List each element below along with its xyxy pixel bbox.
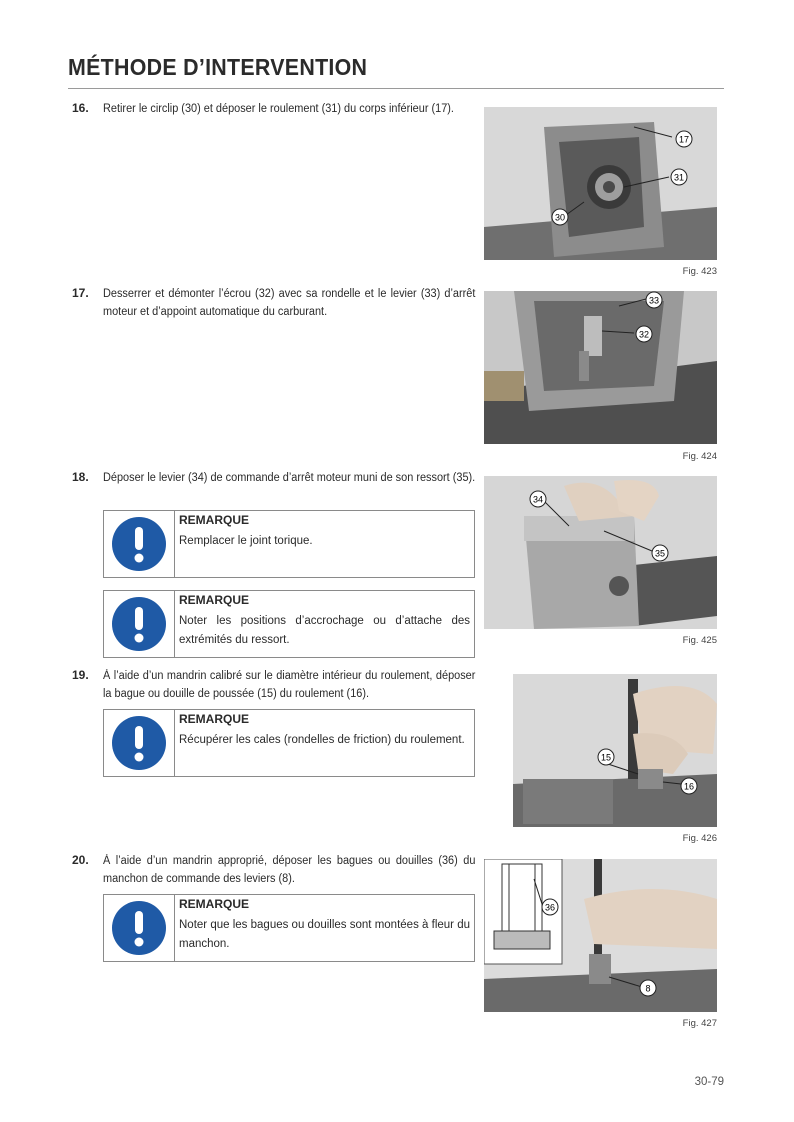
figure-caption: Fig. 425 xyxy=(682,635,717,646)
svg-text:32: 32 xyxy=(638,329,650,340)
svg-text:33: 33 xyxy=(648,295,660,306)
exclamation-circle-icon xyxy=(111,596,167,652)
page-number: 30-79 xyxy=(694,1076,724,1088)
note-box xyxy=(103,894,475,962)
callout-31 xyxy=(670,168,688,186)
callout-16 xyxy=(680,777,698,795)
callout-30 xyxy=(551,208,569,226)
callout-15 xyxy=(597,748,615,766)
note-text: Noter que les bagues ou douilles sont montées à fleur du manchon. xyxy=(179,919,470,950)
note-text: Remplacer le joint torique. xyxy=(179,535,313,547)
callout-34 xyxy=(529,490,547,508)
exclamation-circle-icon xyxy=(111,516,167,572)
step-text: Retirer le circlip (30) et déposer le roulement (31) du corps inférieur (17). xyxy=(103,103,454,115)
callout-35 xyxy=(651,544,669,562)
note-title: REMARQUE xyxy=(179,593,250,607)
svg-text:35: 35 xyxy=(654,548,666,559)
exclamation-circle-icon xyxy=(111,715,167,771)
step-text: À l’aide d’un mandrin calibré sur le diamètre intérieur du roulement, déposer la bague ou douille de poussée (15) du roulement (16). xyxy=(103,670,476,700)
callout-8 xyxy=(639,979,657,997)
svg-text:31: 31 xyxy=(673,172,685,183)
step-number: 16. xyxy=(72,101,89,115)
svg-text:17: 17 xyxy=(678,134,690,145)
callout-32 xyxy=(635,325,653,343)
svg-text:34: 34 xyxy=(532,494,544,505)
callout-33 xyxy=(645,291,663,309)
step-number: 19. xyxy=(72,668,89,682)
figure-caption: Fig. 426 xyxy=(682,833,717,844)
svg-text:15: 15 xyxy=(600,752,612,763)
figure-426-photo xyxy=(513,674,717,827)
svg-text:36: 36 xyxy=(544,902,556,913)
figure-423-photo xyxy=(484,107,717,260)
note-text: Récupérer les cales (rondelles de friction) du roulement. xyxy=(179,734,465,746)
figure-424-photo xyxy=(484,291,717,444)
svg-text:16: 16 xyxy=(683,781,695,792)
svg-text:8: 8 xyxy=(645,983,651,994)
figure-caption: Fig. 427 xyxy=(682,1018,717,1029)
note-title: REMARQUE xyxy=(179,897,250,911)
title-divider xyxy=(68,88,724,89)
figure-425-photo xyxy=(484,476,717,629)
exclamation-circle-icon xyxy=(111,900,167,956)
step-text: Déposer le levier (34) de commande d’arrêt moteur muni de son ressort (35). xyxy=(103,472,476,484)
note-text: Noter les positions d’accrochage ou d’attache des extrémités du ressort. xyxy=(179,615,470,646)
note-box xyxy=(103,510,475,578)
step-text: À l’aide d’un mandrin approprié, déposer les bagues ou douilles (36) du manchon de commande des leviers (8). xyxy=(103,855,476,885)
figure-caption: Fig. 424 xyxy=(682,451,717,462)
page-title: MÉTHODE D’INTERVENTION xyxy=(68,54,368,80)
note-title: REMARQUE xyxy=(179,712,250,726)
callout-17 xyxy=(675,130,693,148)
callout-36 xyxy=(541,898,559,916)
figure-427-photo xyxy=(484,859,717,1012)
step-number: 20. xyxy=(72,853,89,867)
step-text: Desserrer et démonter l’écrou (32) avec sa rondelle et le levier (33) d’arrêt moteur et d’appoint automatique du carburant. xyxy=(103,288,476,318)
step-number: 17. xyxy=(72,286,89,300)
note-box xyxy=(103,590,475,658)
svg-text:30: 30 xyxy=(554,212,566,223)
note-box xyxy=(103,709,475,777)
step-number: 18. xyxy=(72,470,89,484)
note-title: REMARQUE xyxy=(179,513,250,527)
figure-caption: Fig. 423 xyxy=(682,266,717,277)
